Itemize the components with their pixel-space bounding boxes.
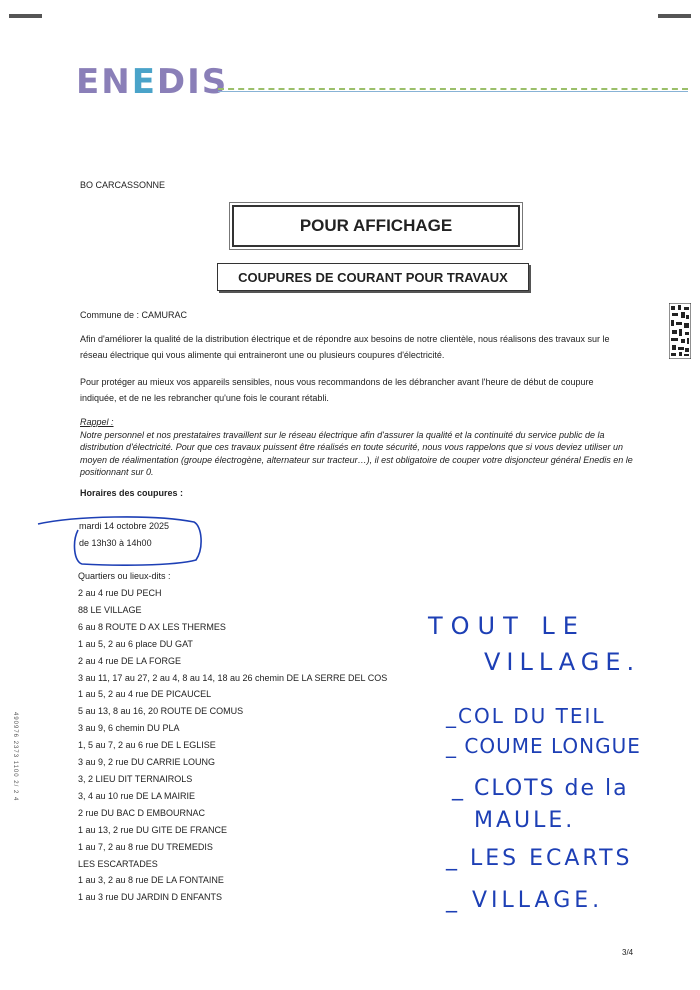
rappel-text: Notre personnel et nos prestataires travaillent sur le réseau électrique afin d'assurer la qualité et la continuité du service public de la distribution d'électricité. Pour que ces travaux puissent être réalisés en toute sécurité, nous vous rappelons que si vous deviez utiliser un moyen de réalimentation (groupe électrogène, alternateur sur tracteur…), il est obligatoire de couper votre disjoncteur général Enedis en le positionnant sur 0. <box>80 429 633 477</box>
list-item: 88 LE VILLAGE <box>78 604 142 615</box>
list-item: 1 au 3 rue DU JARDIN D ENFANTS <box>78 892 223 903</box>
list-item: 1 au 13, 2 rue DU GITE DE FRANCE <box>78 824 228 835</box>
list-item: 6 au 8 ROUTE D AX LES THERMES <box>78 621 226 632</box>
list-item: 3, 2 LIEU DIT TERNAIROLS <box>78 773 193 784</box>
scan-mark-left <box>9 14 42 18</box>
handwritten-note: _ COUME LONGUE <box>446 734 641 758</box>
handwritten-note: _ LES ECARTS <box>446 846 633 871</box>
list-item: 2 au 4 rue DU PECH <box>78 588 162 598</box>
places-list <box>78 585 387 906</box>
places-heading: Quartiers ou lieux-dits : <box>78 571 171 581</box>
list-item: 1 au 7, 2 au 8 rue DU TREMEDIS <box>78 841 213 852</box>
handwritten-note: MAULE. <box>474 808 576 833</box>
list-item: 2 rue DU BAC D EMBOURNAC <box>78 807 206 818</box>
list-item: 1, 5 au 7, 2 au 6 rue DE L EGLISE <box>78 740 216 751</box>
list-item: 1 au 5, 2 au 4 rue DE PICAUCEL <box>78 689 212 700</box>
list-item: 3, 4 au 10 rue DE LA MAIRIE <box>78 790 196 801</box>
subject-title: COUPURES DE COURANT POUR TRAVAUX <box>217 263 529 291</box>
rappel-block <box>80 416 640 479</box>
display-title: POUR AFFICHAGE <box>232 205 520 247</box>
list-item: 1 au 3, 2 au 8 rue DE LA FONTAINE <box>78 875 224 886</box>
handwritten-note: _ VILLAGE. <box>446 888 604 913</box>
list-item: 3 au 9, 2 rue DU CARRIE LOUNG <box>78 757 216 768</box>
handwritten-note: TOUT LE <box>428 612 586 640</box>
office-name: BO CARCASSONNE <box>80 180 166 190</box>
commune: Commune de : CAMURAC <box>80 310 188 320</box>
list-item: 1 au 5, 2 au 6 place DU GAT <box>78 638 193 649</box>
intro-paragraph: Afin d'améliorer la qualité de la distribution électrique et de répondre aux besoins de notre clientèle, nous réalisons des travaux sur le réseau électrique qui vous alimente qui entraineront une ou plusieurs coupures d'électricité. <box>80 334 610 360</box>
schedule-heading: Horaires des coupures : <box>80 488 184 498</box>
list-item: 5 au 13, 8 au 16, 20 ROUTE DE COMUS <box>78 706 244 717</box>
scan-mark-right <box>658 14 691 18</box>
list-item: LES ESCARTADES <box>78 858 158 869</box>
advice-paragraph: Pour protéger au mieux vos appareils sensibles, nous vous recommandons de les débrancher avant l'heure de début de coupure indiquée, et de ne les rebrancher qu'une fois le courant rétabli. <box>80 377 594 403</box>
handwritten-note: _ CLOTS de la <box>452 776 629 801</box>
enedis-logo: ENEDIS <box>76 62 229 102</box>
cut-time: de 13h30 à 14h00 <box>79 538 152 548</box>
header-rule-blue <box>218 91 688 92</box>
header-rule <box>218 88 688 90</box>
handwritten-note: VILLAGE. <box>484 648 641 676</box>
list-item: 3 au 9, 6 chemin DU PLA <box>78 723 180 734</box>
rappel-label: Rappel : <box>80 417 114 427</box>
cut-date: mardi 14 octobre 2025 <box>79 521 170 531</box>
list-item: 2 au 4 rue DE LA FORGE <box>78 655 182 666</box>
handwritten-note: _COL DU TEIL <box>446 704 606 728</box>
page-number: 3/4 <box>622 948 634 957</box>
side-code: 490976 2373 1100 2/ 2 4 <box>12 712 18 802</box>
list-item: 3 au 11, 17 au 27, 2 au 4, 8 au 14, 18 au 26 chemin DE LA SERRE DEL COS <box>78 672 388 683</box>
datamatrix-code <box>669 303 691 359</box>
